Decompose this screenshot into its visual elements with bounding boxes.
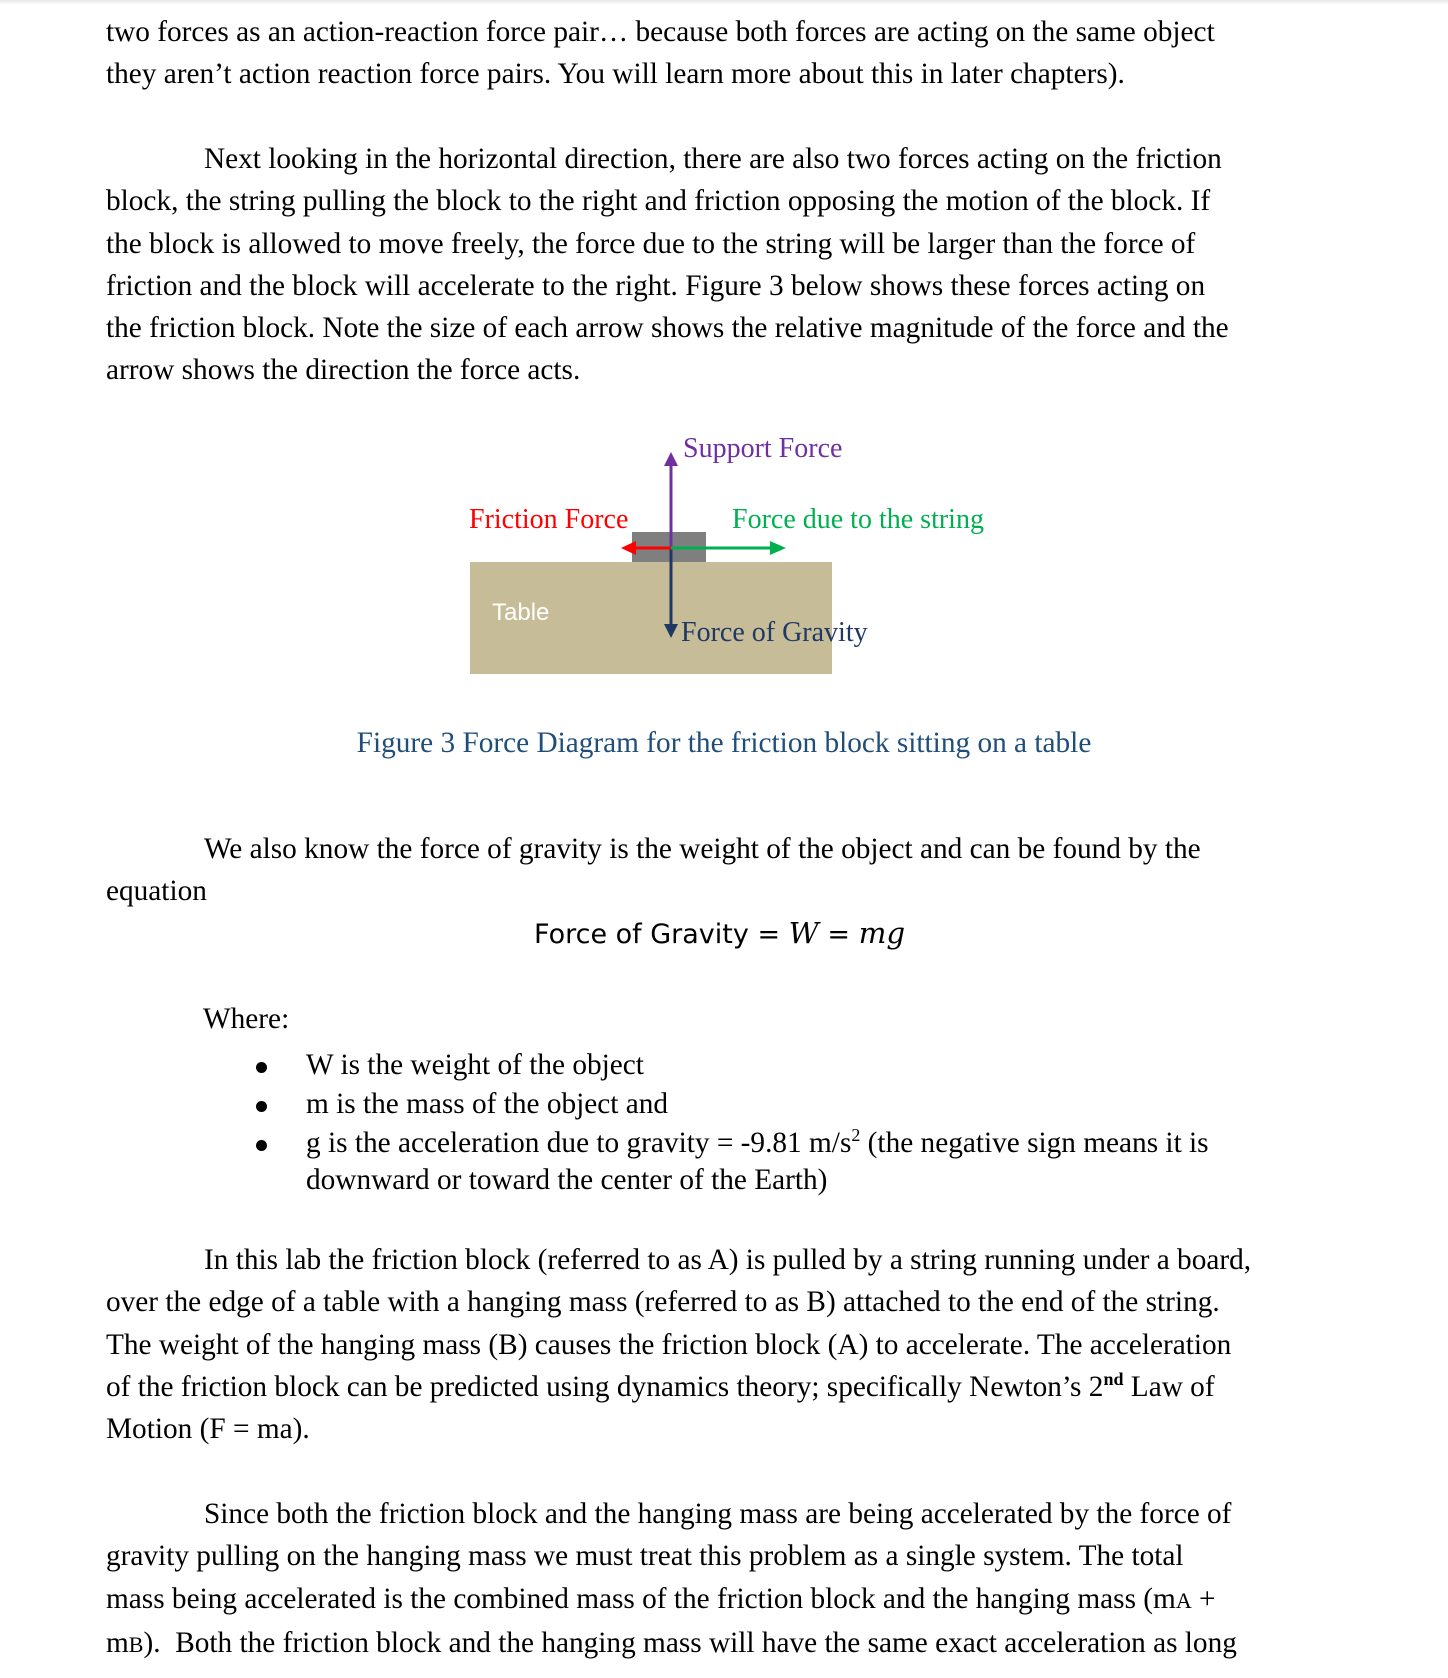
friction-force-label: Friction Force (469, 504, 629, 535)
support-force-label: Support Force (683, 433, 843, 464)
equation-lhs: Force of Gravity (534, 919, 749, 950)
bullet-icon (256, 1101, 267, 1112)
text-line: Since both the friction block and the hanging mass are being accelerated by the force of (204, 1498, 1232, 1530)
text-line (106, 1366, 1356, 1408)
superscript: 2 (851, 1125, 861, 1146)
text-line: two forces as an action-reaction force pair… because both forces are acting on the same object (106, 16, 1215, 48)
bullet-icon (256, 1140, 267, 1151)
string-force-arrowhead (770, 541, 786, 555)
gravity-force-arrowhead (664, 624, 678, 638)
text-line: The weight of the hanging mass (B) causes the friction block (A) to accelerate. The acceleration (106, 1328, 1232, 1361)
text-line: Motion (F = ma). (106, 1413, 310, 1446)
text-line: they aren’t action reaction force pairs. You will learn more about this in later chapters). (106, 58, 1125, 91)
list-item (250, 1086, 1330, 1123)
text-line: friction and the block will accelerate to the right. Figure 3 below shows these forces acting on (106, 269, 1206, 302)
text-line: Next looking in the horizontal direction, there are also two forces acting on the friction (204, 143, 1222, 175)
text-line: equation (106, 875, 207, 908)
table-label: Table (492, 599, 550, 626)
force-diagram-figure (0, 0, 1448, 790)
list-item-text: downward or toward the center of the Earth) (306, 1164, 828, 1196)
friction-force-arrowhead (621, 541, 636, 555)
text-line: the friction block. Note the size of each arrow shows the relative magnitude of the force and the (106, 312, 1229, 345)
list-item-text: (the negative sign means it is (860, 1127, 1209, 1159)
text-span: of the friction block can be predicted using dynamics theory; specifically Newton’s 2 (106, 1370, 1104, 1403)
bullet-icon (256, 1062, 267, 1073)
list-item (250, 1047, 1330, 1084)
paragraph-weight (106, 828, 1356, 913)
figure-caption: Figure 3 Force Diagram for the friction block sitting on a table (356, 727, 1092, 759)
text-line (106, 1578, 1356, 1622)
text-span: Law of (1123, 1370, 1215, 1403)
text-span: mass being accelerated is the combined mass of the friction block and the hanging mass (m (106, 1582, 1176, 1615)
list-item-text: m is the mass of the object and (306, 1088, 669, 1120)
text-line: gravity pulling on the hanging mass we must treat this problem as a single system. The total (106, 1540, 1184, 1573)
gravity-force-label: Force of Gravity (681, 617, 868, 648)
text-span: ). Both the friction block and the hanging mass will have the same exact acceleration as long (143, 1626, 1237, 1659)
subscript: A (1175, 1587, 1192, 1613)
equation-w: W (788, 916, 819, 950)
support-force-arrowhead (664, 452, 678, 466)
paragraph-single-system (106, 1493, 1356, 1666)
superscript: nd (1103, 1369, 1124, 1390)
equation-equals: = (818, 919, 859, 950)
where-label: Where: (203, 1003, 290, 1035)
text-line: the block is allowed to move freely, the force due to the string will be larger than the force of (106, 227, 1196, 260)
subscript: B (128, 1631, 144, 1657)
list-item (250, 1125, 1330, 1199)
equation-equals: = (748, 919, 789, 950)
string-force-label: Force due to the string (732, 504, 984, 535)
weight-equation (534, 914, 905, 954)
force-arrows (0, 0, 1448, 790)
paragraph-lab-setup (106, 1239, 1356, 1450)
text-line: over the edge of a table with a hanging mass (referred to as B) attached to the end of the string. (106, 1286, 1220, 1319)
text-line: arrow shows the direction the force acts. (106, 354, 581, 387)
equation-rhs: mg (858, 916, 906, 950)
list-item-text: W is the weight of the object (306, 1049, 644, 1081)
text-line (106, 1622, 1356, 1666)
list-item-text: g is the acceleration due to gravity = -9.81 m/s (306, 1127, 852, 1159)
text-span: m (106, 1626, 129, 1659)
variable-list (250, 1047, 1330, 1199)
text-span: + (1191, 1582, 1216, 1615)
text-line: block, the string pulling the block to the right and friction opposing the motion of the block. If (106, 185, 1211, 218)
text-line: We also know the force of gravity is the weight of the object and can be found by the (204, 833, 1201, 865)
text-line: In this lab the friction block (referred to as A) is pulled by a string running under a board, (204, 1244, 1252, 1276)
